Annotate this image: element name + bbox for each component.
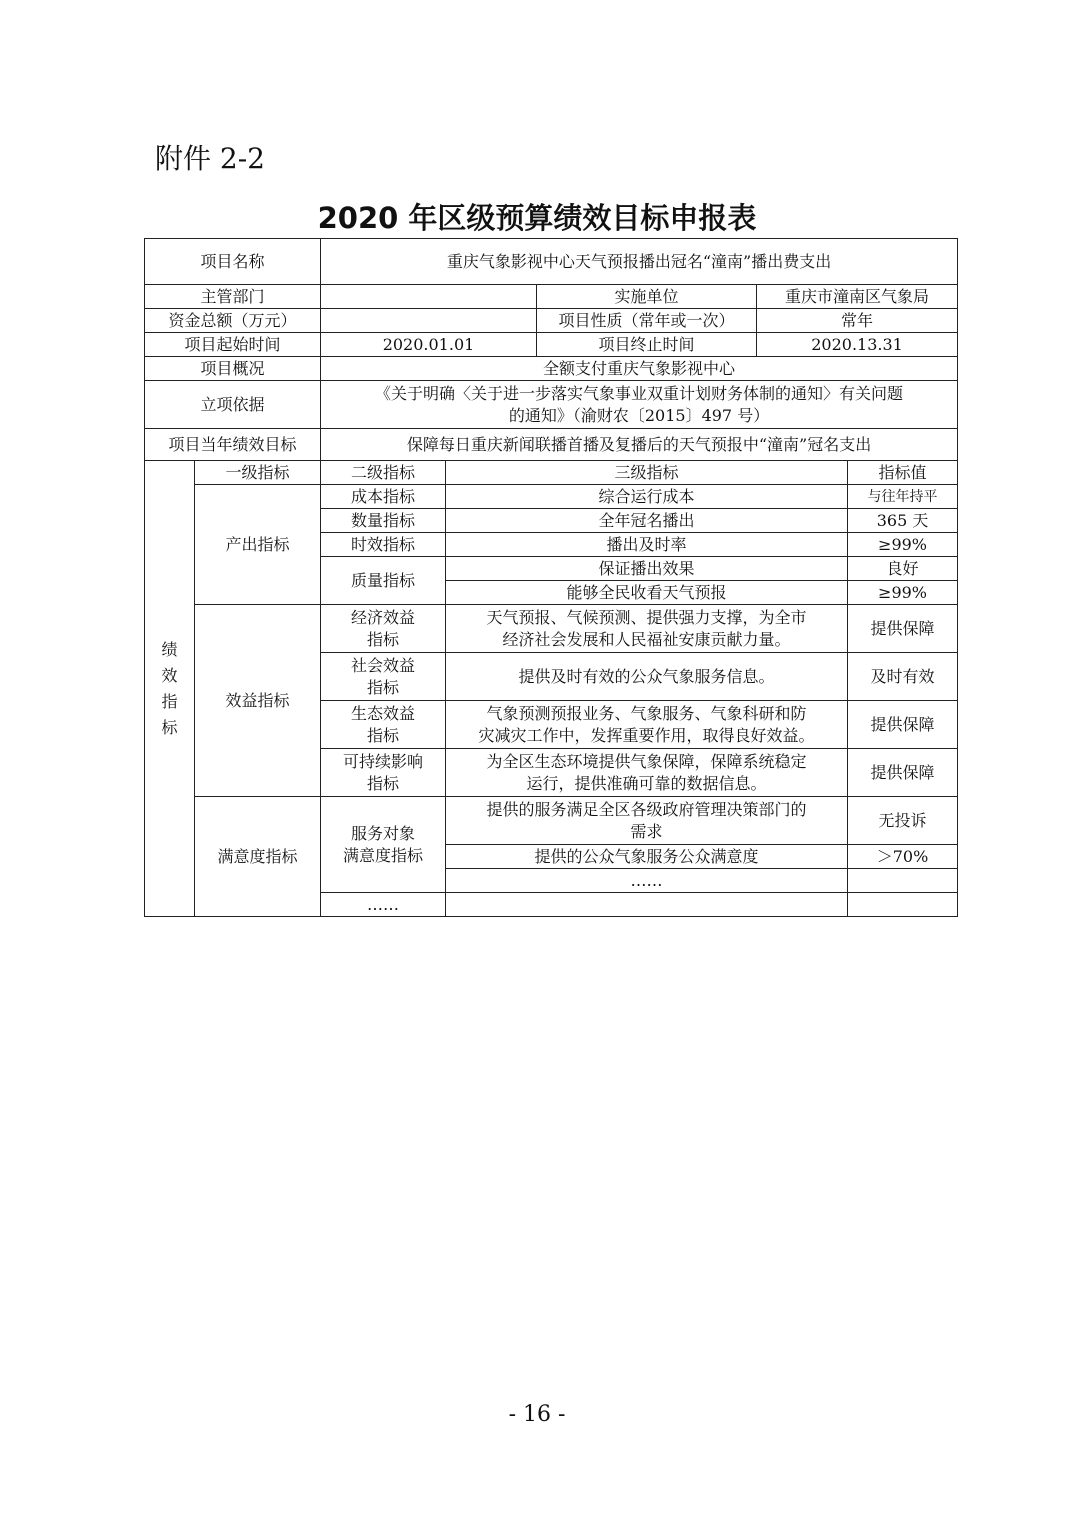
timeliness-l2: 时效指标 xyxy=(321,533,446,557)
row-cost xyxy=(145,485,958,509)
nature-label: 项目性质（常年或一次） xyxy=(537,309,757,333)
satisfaction-l3-3: …… xyxy=(446,869,848,893)
row-dept xyxy=(145,285,958,309)
satisfaction-value-4 xyxy=(848,893,958,917)
overview-label: 项目概况 xyxy=(145,357,321,381)
social-value: 及时有效 xyxy=(848,653,958,701)
end-value: 2020.13.31 xyxy=(757,333,958,357)
dept-label: 主管部门 xyxy=(145,285,321,309)
basis-line-2: 的通知》（渝财农〔2015〕497 号） xyxy=(508,405,770,425)
goal-label: 项目当年绩效目标 xyxy=(145,429,321,461)
benefit-indicators-label: 效益指标 xyxy=(195,605,321,797)
satisfaction-l3-2: 提供的公众气象服务公众满意度 xyxy=(446,845,848,869)
row-project-name xyxy=(145,239,958,285)
quality-value-1: 良好 xyxy=(848,557,958,581)
cost-l3: 综合运行成本 xyxy=(446,485,848,509)
goal-value: 保障每日重庆新闻联播首播及复播后的天气预报中“潼南”冠名支出 xyxy=(321,429,958,461)
quality-value-2: ≥99% xyxy=(848,581,958,605)
header-value: 指标值 xyxy=(848,461,958,485)
quantity-l2: 数量指标 xyxy=(321,509,446,533)
basis-value xyxy=(321,381,958,429)
timeliness-l3: 播出及时率 xyxy=(446,533,848,557)
quality-l3-1: 保证播出效果 xyxy=(446,557,848,581)
ecological-l2: 生态效益 指标 xyxy=(321,701,446,749)
row-satisfaction-1 xyxy=(145,797,958,845)
quantity-value: 365 天 xyxy=(848,509,958,533)
header-level2: 二级指标 xyxy=(321,461,446,485)
satisfaction-value-2: ＞70% xyxy=(848,845,958,869)
row-basis xyxy=(145,381,958,429)
fund-value xyxy=(321,309,537,333)
row-economic xyxy=(145,605,958,653)
impl-value: 重庆市潼南区气象局 xyxy=(757,285,958,309)
social-l3: 提供及时有效的公众气象服务信息。 xyxy=(446,653,848,701)
satisfaction-value-1: 无投诉 xyxy=(848,797,958,845)
basis-line-1: 《关于明确〈关于进一步落实气象事业双重计划财务体制的通知〉有关问题 xyxy=(375,383,904,403)
social-l2: 社会效益 指标 xyxy=(321,653,446,701)
dept-value xyxy=(321,285,537,309)
overview-value: 全额支付重庆气象影视中心 xyxy=(321,357,958,381)
impl-label: 实施单位 xyxy=(537,285,757,309)
end-label: 项目终止时间 xyxy=(537,333,757,357)
satisfaction-l2: 服务对象 满意度指标 xyxy=(321,797,446,893)
economic-l3: 天气预报、气候预测、提供强力支撑，为全市 经济社会发展和人民福祉安康贡献力量。 xyxy=(446,605,848,653)
header-level1: 一级指标 xyxy=(195,461,321,485)
quality-l3-2: 能够全民收看天气预报 xyxy=(446,581,848,605)
project-name-value: 重庆气象影视中心天气预报播出冠名“潼南”播出费支出 xyxy=(321,239,958,285)
sustainable-l2: 可持续影响 指标 xyxy=(321,749,446,797)
satisfaction-l3-1: 提供的服务满足全区各级政府管理决策部门的 需求 xyxy=(446,797,848,845)
quality-l2: 质量指标 xyxy=(321,557,446,605)
satisfaction-value-3 xyxy=(848,869,958,893)
start-value: 2020.01.01 xyxy=(321,333,537,357)
cost-value: 与往年持平 xyxy=(848,485,958,509)
page-number: - 16 - xyxy=(508,1402,566,1427)
fund-label: 资金总额（万元） xyxy=(145,309,321,333)
satisfaction-l2-more: …… xyxy=(321,893,446,917)
ecological-l3: 气象预测预报业务、气象服务、气象科研和防 灾减灾工作中，发挥重要作用，取得良好效益。 xyxy=(446,701,848,749)
row-time xyxy=(145,333,958,357)
start-label: 项目起始时间 xyxy=(145,333,321,357)
economic-l2: 经济效益 指标 xyxy=(321,605,446,653)
satisfaction-indicators-label: 满意度指标 xyxy=(195,797,321,917)
row-goal xyxy=(145,429,958,461)
row-overview xyxy=(145,357,958,381)
cost-l2: 成本指标 xyxy=(321,485,446,509)
quantity-l3: 全年冠名播出 xyxy=(446,509,848,533)
output-indicators-label: 产出指标 xyxy=(195,485,321,605)
budget-performance-table xyxy=(144,238,958,917)
ecological-value: 提供保障 xyxy=(848,701,958,749)
header-level3: 三级指标 xyxy=(446,461,848,485)
row-fund xyxy=(145,309,958,333)
sustainable-l3: 为全区生态环境提供气象保障，保障系统稳定 运行，提供准确可靠的数据信息。 xyxy=(446,749,848,797)
timeliness-value: ≥99% xyxy=(848,533,958,557)
performance-indicators-section: 绩 效 指 标 xyxy=(145,461,195,917)
nature-value: 常年 xyxy=(757,309,958,333)
project-name-label: 项目名称 xyxy=(145,239,321,285)
page-title: 2020 年区级预算绩效目标申报表 xyxy=(317,201,757,235)
sustainable-value: 提供保障 xyxy=(848,749,958,797)
row-indicator-header xyxy=(145,461,958,485)
basis-label: 立项依据 xyxy=(145,381,321,429)
attachment-label: 附件 2-2 xyxy=(155,142,265,175)
economic-value: 提供保障 xyxy=(848,605,958,653)
satisfaction-l3-4 xyxy=(446,893,848,917)
